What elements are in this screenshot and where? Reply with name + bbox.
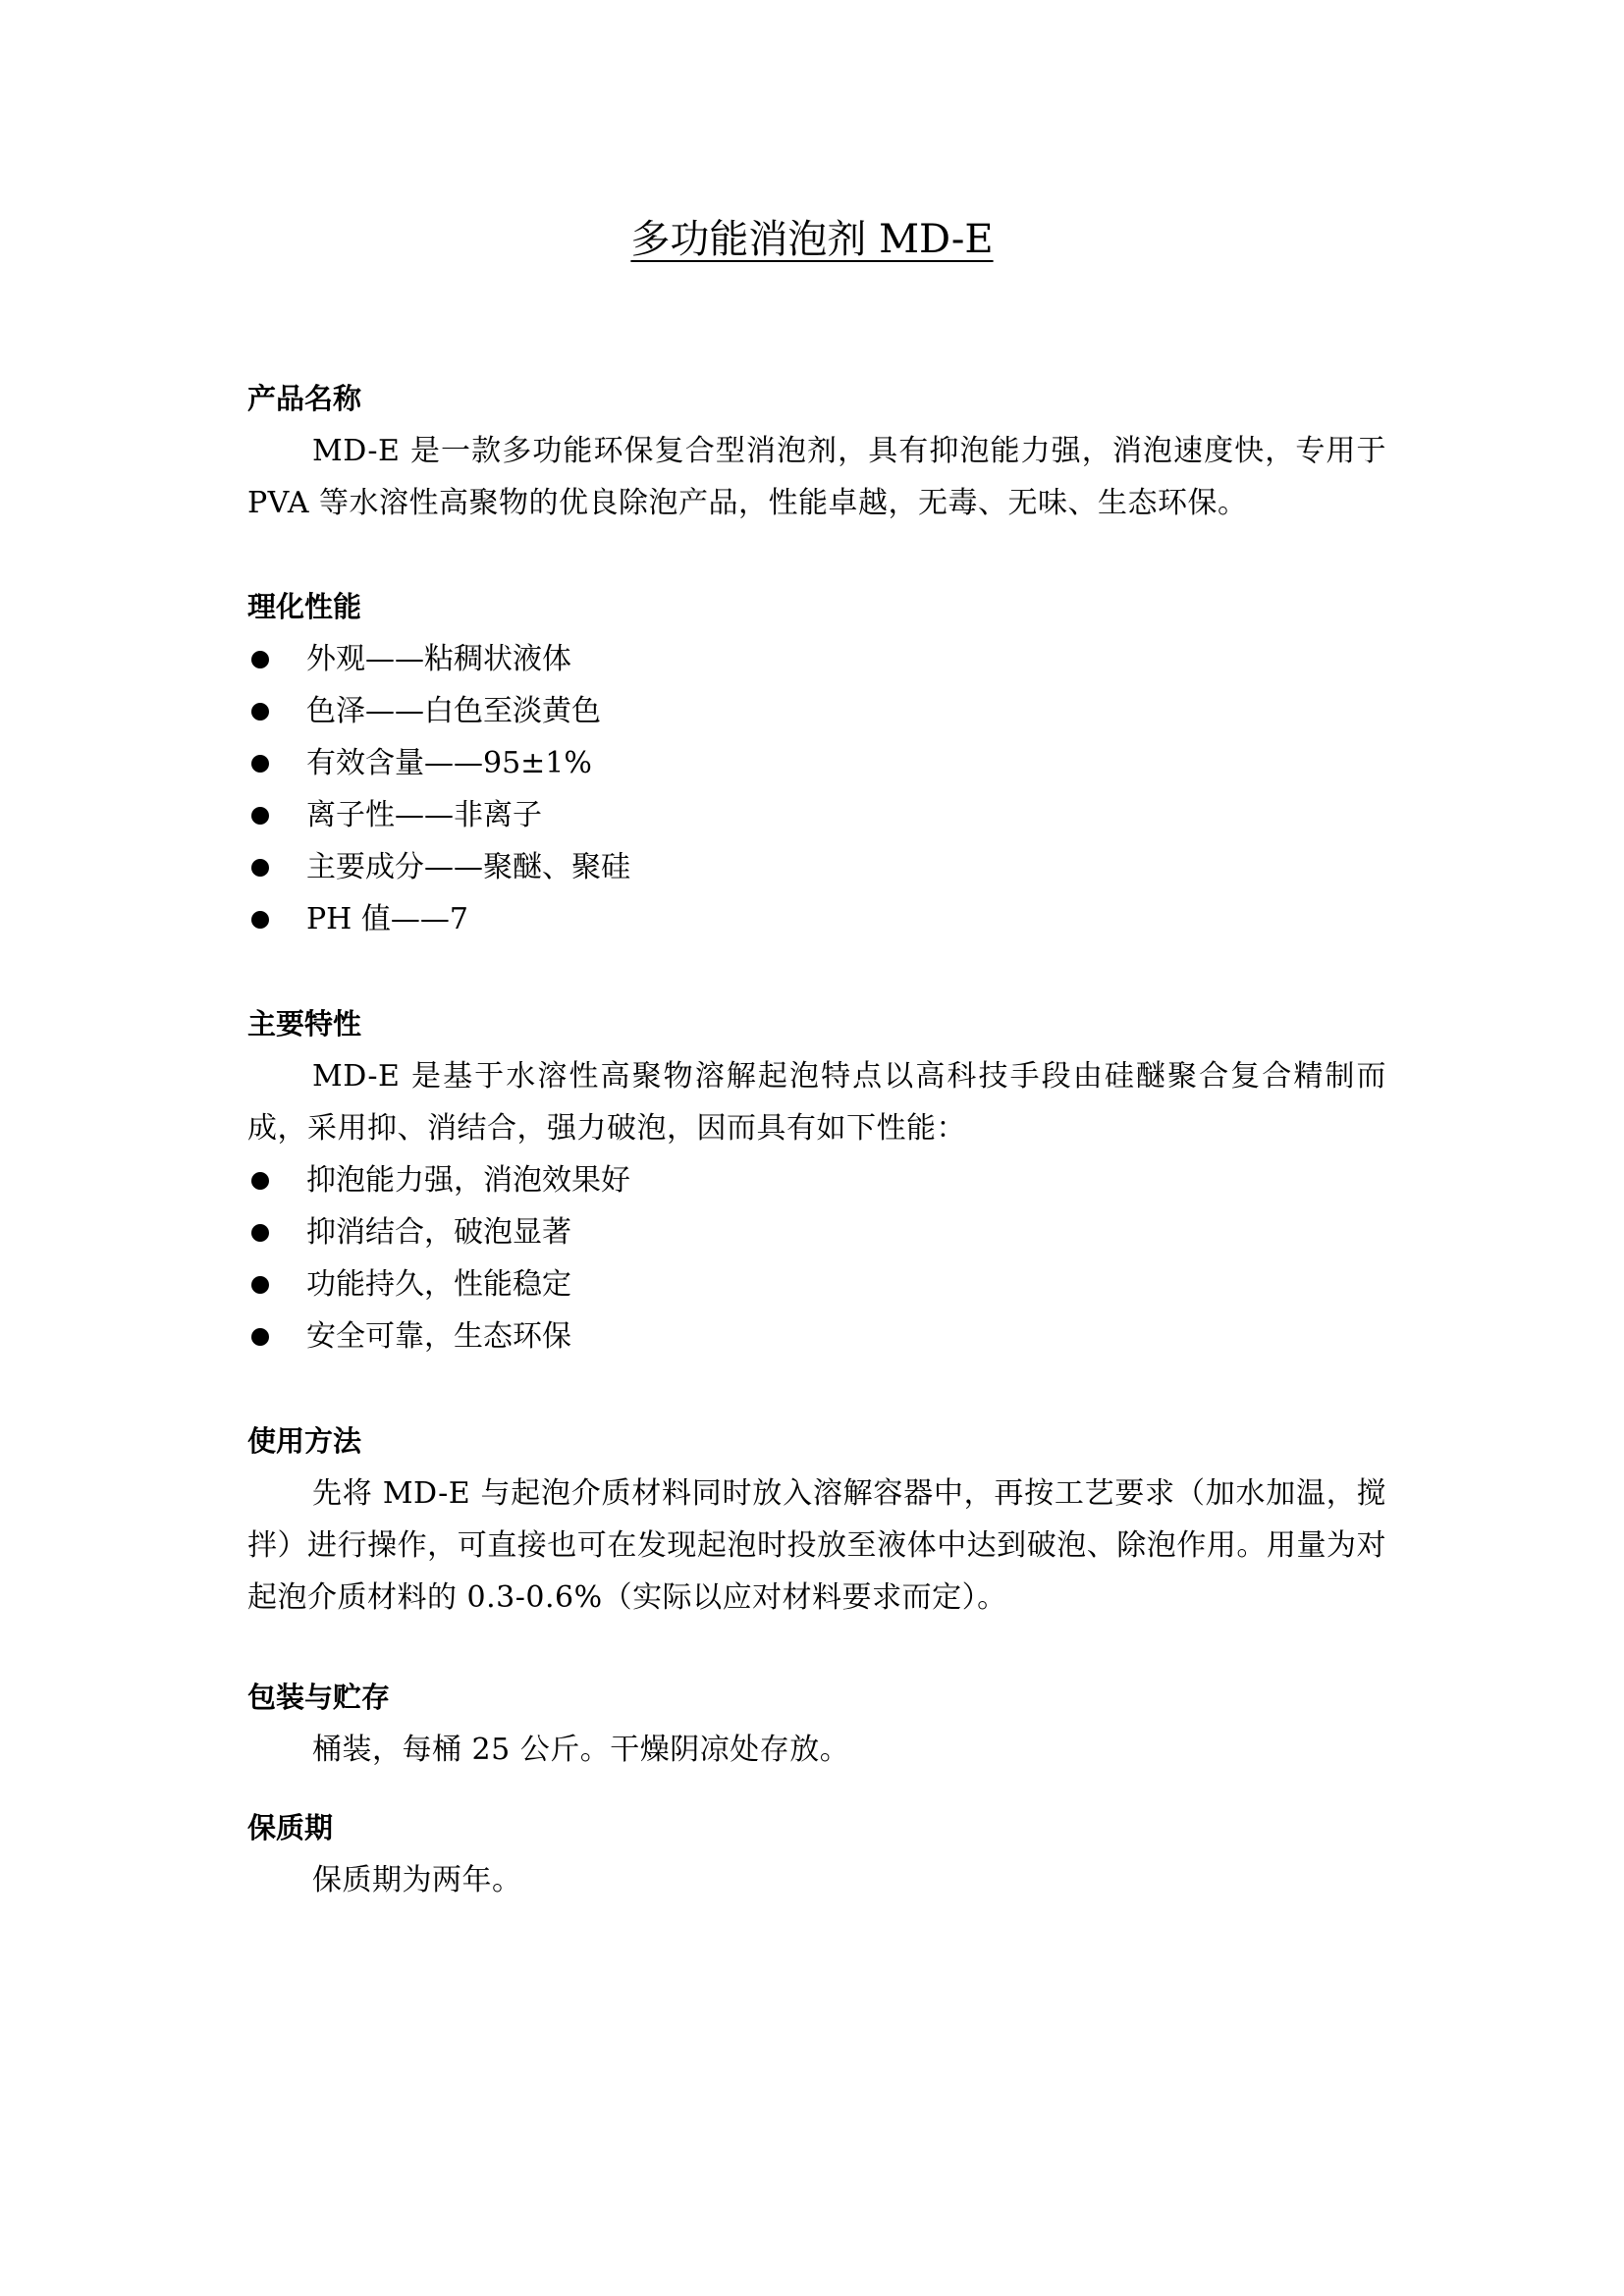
bullet-icon [251, 911, 269, 929]
list-item: 抑泡能力强，消泡效果好 [247, 1154, 1386, 1206]
list-item: 有效含量——95±1% [247, 737, 1386, 789]
shelf-life-paragraph: 保质期为两年。 [312, 1863, 522, 1897]
section-heading-features: 主要特性 [247, 1007, 362, 1041]
section-heading-packaging: 包装与贮存 [247, 1681, 391, 1714]
list-item: 功能持久，性能稳定 [247, 1258, 1386, 1310]
section-heading-shelf-life: 保质期 [247, 1811, 334, 1844]
features-list [247, 1154, 1386, 1362]
document-title-text: 多功能消泡剂 MD-E [630, 217, 994, 262]
list-item: 离子性——非离子 [247, 789, 1386, 841]
usage-paragraph: 先将 MD-E 与起泡介质材料同时放入溶解容器中，再按工艺要求（加水加温，搅拌）进行操作，可直接也可在发现起泡时投放至液体中达到破泡、除泡作用。用量为对起泡介质材料的 0.3-0.6%（实际以应对材料要求而定）。 [247, 1476, 1386, 1615]
section-heading-product-name: 产品名称 [247, 382, 362, 415]
bullet-icon [251, 807, 269, 825]
section-properties [247, 581, 1386, 945]
bullet-icon [251, 755, 269, 773]
section-heading-properties: 理化性能 [247, 590, 362, 623]
bullet-icon [251, 1172, 269, 1190]
bullet-icon [251, 1276, 269, 1294]
list-item: 主要成分——聚醚、聚硅 [247, 841, 1386, 893]
section-features [247, 998, 1386, 1362]
list-item: PH 值——7 [247, 893, 1386, 945]
bullet-icon [251, 1328, 269, 1346]
section-product-name [247, 373, 1386, 529]
list-item: 色泽——白色至淡黄色 [247, 685, 1386, 737]
packaging-paragraph: 桶装，每桶 25 公斤。干燥阴凉处存放。 [312, 1733, 850, 1767]
section-usage [247, 1415, 1386, 1624]
bullet-icon [251, 651, 269, 668]
list-item: 安全可靠，生态环保 [247, 1310, 1386, 1362]
section-shelf-life [247, 1802, 1386, 1906]
features-paragraph: MD-E 是基于水溶性高聚物溶解起泡特点以高科技手段由硅醚聚合复合精制而成，采用抑、消结合，强力破泡，因而具有如下性能： [247, 1059, 1386, 1146]
bullet-icon [251, 703, 269, 721]
bullet-icon [251, 859, 269, 877]
section-heading-usage: 使用方法 [247, 1424, 362, 1458]
section-packaging [247, 1672, 1386, 1776]
properties-list [247, 633, 1386, 945]
list-item: 抑消结合，破泡显著 [247, 1206, 1386, 1258]
bullet-icon [251, 1224, 269, 1242]
product-name-paragraph: MD-E 是一款多功能环保复合型消泡剂，具有抑泡能力强，消泡速度快，专用于 PVA 等水溶性高聚物的优良除泡产品，性能卓越，无毒、无味、生态环保。 [247, 434, 1386, 520]
list-item: 外观——粘稠状液体 [247, 633, 1386, 685]
document-title [0, 210, 1624, 269]
